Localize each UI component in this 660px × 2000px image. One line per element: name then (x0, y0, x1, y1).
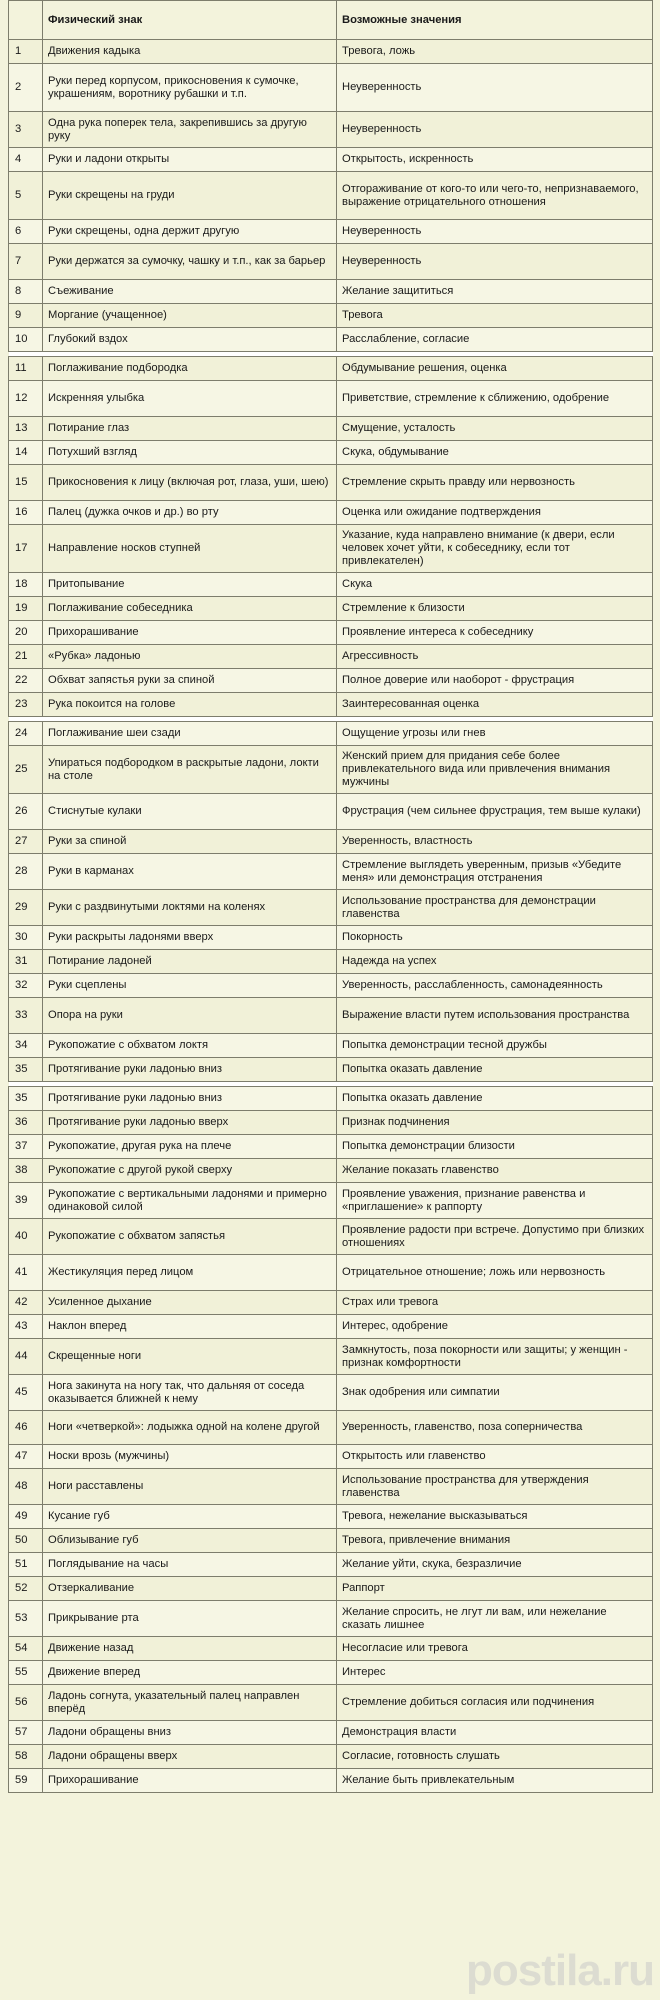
row-physical-sign: Руки скрещены, одна держит другую (43, 220, 337, 244)
row-meaning: Интерес, одобрение (337, 1315, 653, 1339)
row-number: 34 (9, 1034, 43, 1058)
table-row (9, 1219, 653, 1255)
table-row (9, 1469, 653, 1505)
row-physical-sign: Движение вперед (43, 1661, 337, 1685)
row-number: 8 (9, 280, 43, 304)
table-row (9, 280, 653, 304)
table-row (9, 1661, 653, 1685)
table-row (9, 722, 653, 746)
table-row (9, 148, 653, 172)
table-row (9, 794, 653, 830)
row-physical-sign: Протягивание руки ладонью вверх (43, 1111, 337, 1135)
row-physical-sign: Облизывание губ (43, 1529, 337, 1553)
row-number: 38 (9, 1159, 43, 1183)
row-number: 1 (9, 40, 43, 64)
table-row (9, 573, 653, 597)
row-physical-sign: Рукопожатие, другая рука на плече (43, 1135, 337, 1159)
row-physical-sign: Искренняя улыбка (43, 381, 337, 417)
table-row (9, 1411, 653, 1445)
row-number: 22 (9, 669, 43, 693)
row-meaning: Знак одобрения или симпатии (337, 1375, 653, 1411)
table-row (9, 525, 653, 573)
table-row (9, 974, 653, 998)
row-physical-sign: Направление носков ступней (43, 525, 337, 573)
row-number: 35 (9, 1058, 43, 1082)
table-row (9, 950, 653, 974)
row-meaning: Неуверенность (337, 112, 653, 148)
row-number: 14 (9, 441, 43, 465)
table-body (9, 40, 653, 1793)
row-physical-sign: Протягивание руки ладонью вниз (43, 1058, 337, 1082)
row-number: 50 (9, 1529, 43, 1553)
table-row (9, 1034, 653, 1058)
row-physical-sign: Поглаживание шеи сзади (43, 722, 337, 746)
table-row (9, 40, 653, 64)
table-row (9, 64, 653, 112)
row-meaning: Отгораживание от кого-то или чего-то, непризнаваемого, выражение отрицательного отношения (337, 172, 653, 220)
row-number: 24 (9, 722, 43, 746)
row-number: 41 (9, 1255, 43, 1291)
row-number: 20 (9, 621, 43, 645)
row-meaning: Открытость, искренность (337, 148, 653, 172)
row-physical-sign: Потирание ладоней (43, 950, 337, 974)
row-number: 48 (9, 1469, 43, 1505)
row-physical-sign: Прикосновения к лицу (включая рот, глаза, уши, шею) (43, 465, 337, 501)
row-number: 44 (9, 1339, 43, 1375)
row-number: 2 (9, 64, 43, 112)
row-number: 27 (9, 830, 43, 854)
row-physical-sign: Обхват запястья руки за спиной (43, 669, 337, 693)
body-language-table-sheet (8, 0, 652, 1793)
row-number: 11 (9, 357, 43, 381)
row-meaning: Надежда на успех (337, 950, 653, 974)
row-meaning: Женский прием для придания себе более привлекательного вида или привлечения внимания мужчины (337, 746, 653, 794)
row-meaning: Тревога, ложь (337, 40, 653, 64)
row-meaning: Демонстрация власти (337, 1721, 653, 1745)
row-physical-sign: Прикрывание рта (43, 1601, 337, 1637)
row-meaning: Страх или тревога (337, 1291, 653, 1315)
table-row (9, 1159, 653, 1183)
row-meaning: Фрустрация (чем сильнее фрустрация, тем выше кулаки) (337, 794, 653, 830)
row-meaning: Проявление уважения, признание равенства и «приглашение» к раппорту (337, 1183, 653, 1219)
row-meaning: Уверенность, расслабленность, самонадеянность (337, 974, 653, 998)
row-meaning: Указание, куда направлено внимание (к двери, если человек хочет уйти, к собеседнику, если тот привлекателен) (337, 525, 653, 573)
row-number: 9 (9, 304, 43, 328)
row-number: 6 (9, 220, 43, 244)
row-physical-sign: Ладонь согнута, указательный палец направлен вперёд (43, 1685, 337, 1721)
table-row (9, 746, 653, 794)
row-number: 10 (9, 328, 43, 352)
table-row (9, 1745, 653, 1769)
table-row (9, 1445, 653, 1469)
row-meaning: Выражение власти путем использования пространства (337, 998, 653, 1034)
row-number: 43 (9, 1315, 43, 1339)
table-row (9, 220, 653, 244)
row-meaning: Неуверенность (337, 220, 653, 244)
table-row (9, 1339, 653, 1375)
row-physical-sign: Прихорашивание (43, 1769, 337, 1793)
row-number: 4 (9, 148, 43, 172)
row-physical-sign: Поглядывание на часы (43, 1553, 337, 1577)
row-physical-sign: Ноги расставлены (43, 1469, 337, 1505)
row-meaning: Уверенность, главенство, поза соперничества (337, 1411, 653, 1445)
table-row (9, 1601, 653, 1637)
row-number: 55 (9, 1661, 43, 1685)
table-row (9, 645, 653, 669)
row-physical-sign: Притопывание (43, 573, 337, 597)
table-row (9, 1135, 653, 1159)
row-meaning: Смущение, усталость (337, 417, 653, 441)
table-row (9, 441, 653, 465)
row-meaning: Интерес (337, 1661, 653, 1685)
row-physical-sign: Потухший взгляд (43, 441, 337, 465)
table-row (9, 172, 653, 220)
row-physical-sign: Рукопожатие с вертикальными ладонями и примерно одинаковой силой (43, 1183, 337, 1219)
table-row (9, 112, 653, 148)
row-physical-sign: Поглаживание собеседника (43, 597, 337, 621)
row-number: 33 (9, 998, 43, 1034)
row-meaning: Признак подчинения (337, 1111, 653, 1135)
row-number: 25 (9, 746, 43, 794)
row-meaning: Стремление скрыть правду или нервозность (337, 465, 653, 501)
row-number: 29 (9, 890, 43, 926)
table-row (9, 1058, 653, 1082)
row-meaning: Скука (337, 573, 653, 597)
row-physical-sign: Ноги «четверкой»: лодыжка одной на колене другой (43, 1411, 337, 1445)
row-physical-sign: Протягивание руки ладонью вниз (43, 1087, 337, 1111)
table-row (9, 1375, 653, 1411)
row-meaning: Проявление интереса к собеседнику (337, 621, 653, 645)
table-row (9, 926, 653, 950)
row-number: 49 (9, 1505, 43, 1529)
row-meaning: Желание показать главенство (337, 1159, 653, 1183)
row-physical-sign: Усиленное дыхание (43, 1291, 337, 1315)
row-number: 47 (9, 1445, 43, 1469)
table-row (9, 854, 653, 890)
row-meaning: Желание уйти, скука, безразличие (337, 1553, 653, 1577)
row-number: 35 (9, 1087, 43, 1111)
row-physical-sign: Съеживание (43, 280, 337, 304)
table-row (9, 1529, 653, 1553)
row-meaning: Тревога, привлечение внимания (337, 1529, 653, 1553)
row-number: 30 (9, 926, 43, 950)
row-number: 23 (9, 693, 43, 717)
header-possible-meanings: Возможные значения (337, 1, 653, 40)
row-number: 28 (9, 854, 43, 890)
row-physical-sign: Моргание (учащенное) (43, 304, 337, 328)
row-number: 40 (9, 1219, 43, 1255)
row-physical-sign: Кусание губ (43, 1505, 337, 1529)
table-row (9, 417, 653, 441)
row-physical-sign: Одна рука поперек тела, закрепившись за другую руку (43, 112, 337, 148)
table-row (9, 890, 653, 926)
table-row (9, 621, 653, 645)
row-number: 39 (9, 1183, 43, 1219)
row-number: 19 (9, 597, 43, 621)
row-meaning: Использование пространства для утверждения главенства (337, 1469, 653, 1505)
table-row (9, 1255, 653, 1291)
row-number: 32 (9, 974, 43, 998)
row-number: 52 (9, 1577, 43, 1601)
row-physical-sign: Стиснутые кулаки (43, 794, 337, 830)
row-meaning: Скука, обдумывание (337, 441, 653, 465)
row-meaning: Стремление добиться согласия или подчинения (337, 1685, 653, 1721)
row-number: 54 (9, 1637, 43, 1661)
row-physical-sign: Руки в карманах (43, 854, 337, 890)
table-row (9, 1505, 653, 1529)
row-meaning: Раппорт (337, 1577, 653, 1601)
table-row (9, 1553, 653, 1577)
row-meaning: Тревога, нежелание высказываться (337, 1505, 653, 1529)
row-number: 58 (9, 1745, 43, 1769)
row-physical-sign: Нога закинута на ногу так, что дальняя от соседа оказывается ближней к нему (43, 1375, 337, 1411)
table-row (9, 1291, 653, 1315)
row-number: 15 (9, 465, 43, 501)
row-meaning: Отрицательное отношение; ложь или нервозность (337, 1255, 653, 1291)
row-physical-sign: Рукопожатие с обхватом локтя (43, 1034, 337, 1058)
row-meaning: Оценка или ожидание подтверждения (337, 501, 653, 525)
row-number: 12 (9, 381, 43, 417)
row-meaning: Замкнутость, поза покорности или защиты; у женщин - признак комфортности (337, 1339, 653, 1375)
row-physical-sign: Движение назад (43, 1637, 337, 1661)
row-number: 37 (9, 1135, 43, 1159)
row-meaning: Заинтересованная оценка (337, 693, 653, 717)
row-physical-sign: Руки скрещены на груди (43, 172, 337, 220)
row-number: 45 (9, 1375, 43, 1411)
row-physical-sign: Рука покоится на голове (43, 693, 337, 717)
row-physical-sign: Руки сцеплены (43, 974, 337, 998)
row-number: 59 (9, 1769, 43, 1793)
table-row (9, 1315, 653, 1339)
row-physical-sign: Руки за спиной (43, 830, 337, 854)
row-meaning: Использование пространства для демонстрации главенства (337, 890, 653, 926)
row-physical-sign: Руки перед корпусом, прикосновения к сумочке, украшениям, воротнику рубашки и т.п. (43, 64, 337, 112)
row-physical-sign: Поглаживание подбородка (43, 357, 337, 381)
row-physical-sign: Руки раскрыты ладонями вверх (43, 926, 337, 950)
table-row (9, 1183, 653, 1219)
row-number: 13 (9, 417, 43, 441)
row-number: 31 (9, 950, 43, 974)
row-number: 5 (9, 172, 43, 220)
table-row (9, 1577, 653, 1601)
table-header-row (9, 1, 653, 40)
row-physical-sign: Отзеркаливание (43, 1577, 337, 1601)
table-row (9, 501, 653, 525)
row-number: 18 (9, 573, 43, 597)
row-meaning: Открытость или главенство (337, 1445, 653, 1469)
row-number: 16 (9, 501, 43, 525)
row-meaning: Желание защититься (337, 280, 653, 304)
table-row (9, 328, 653, 352)
row-physical-sign: Руки и ладони открыты (43, 148, 337, 172)
row-physical-sign: Прихорашивание (43, 621, 337, 645)
row-meaning: Уверенность, властность (337, 830, 653, 854)
row-meaning: Агрессивность (337, 645, 653, 669)
table-row (9, 381, 653, 417)
table-row (9, 1685, 653, 1721)
row-number: 3 (9, 112, 43, 148)
row-meaning: Покорность (337, 926, 653, 950)
table-row (9, 998, 653, 1034)
row-number: 53 (9, 1601, 43, 1637)
table-row (9, 669, 653, 693)
row-meaning: Обдумывание решения, оценка (337, 357, 653, 381)
row-number: 17 (9, 525, 43, 573)
row-physical-sign: Руки держатся за сумочку, чашку и т.п., как за барьер (43, 244, 337, 280)
row-meaning: Несогласие или тревога (337, 1637, 653, 1661)
row-meaning: Попытка оказать давление (337, 1087, 653, 1111)
row-physical-sign: Глубокий вздох (43, 328, 337, 352)
row-physical-sign: Скрещенные ноги (43, 1339, 337, 1375)
row-number: 57 (9, 1721, 43, 1745)
table-row (9, 1721, 653, 1745)
row-meaning: Попытка демонстрации близости (337, 1135, 653, 1159)
row-physical-sign: Ладони обращены вверх (43, 1745, 337, 1769)
row-physical-sign: Жестикуляция перед лицом (43, 1255, 337, 1291)
row-physical-sign: Носки врозь (мужчины) (43, 1445, 337, 1469)
row-number: 7 (9, 244, 43, 280)
table-row (9, 1111, 653, 1135)
row-physical-sign: «Рубка» ладонью (43, 645, 337, 669)
table-row (9, 465, 653, 501)
row-physical-sign: Потирание глаз (43, 417, 337, 441)
watermark-logo: postila.ru (465, 1946, 654, 1995)
row-number: 42 (9, 1291, 43, 1315)
row-meaning: Стремление к близости (337, 597, 653, 621)
table-row (9, 244, 653, 280)
row-physical-sign: Движения кадыка (43, 40, 337, 64)
table-row (9, 1769, 653, 1793)
row-meaning: Расслабление, согласие (337, 328, 653, 352)
table-row (9, 357, 653, 381)
row-meaning: Попытка демонстрации тесной дружбы (337, 1034, 653, 1058)
table-row (9, 597, 653, 621)
table-row (9, 693, 653, 717)
row-physical-sign: Палец (дужка очков и др.) во рту (43, 501, 337, 525)
row-meaning: Согласие, готовность слушать (337, 1745, 653, 1769)
header-physical-sign: Физический знак (43, 1, 337, 40)
row-meaning: Желание спросить, не лгут ли вам, или нежелание сказать лишнее (337, 1601, 653, 1637)
row-number: 51 (9, 1553, 43, 1577)
row-meaning: Неуверенность (337, 64, 653, 112)
row-physical-sign: Упираться подбородком в раскрытые ладони, локти на столе (43, 746, 337, 794)
row-meaning: Неуверенность (337, 244, 653, 280)
row-physical-sign: Руки с раздвинутыми локтями на коленях (43, 890, 337, 926)
row-number: 46 (9, 1411, 43, 1445)
row-meaning: Попытка оказать давление (337, 1058, 653, 1082)
table-row (9, 1637, 653, 1661)
row-number: 21 (9, 645, 43, 669)
row-physical-sign: Рукопожатие с обхватом запястья (43, 1219, 337, 1255)
row-meaning: Проявление радости при встрече. Допустимо при близких отношениях (337, 1219, 653, 1255)
row-number: 26 (9, 794, 43, 830)
row-physical-sign: Опора на руки (43, 998, 337, 1034)
row-meaning: Ощущение угрозы или гнев (337, 722, 653, 746)
body-language-table (8, 0, 653, 1793)
row-number: 36 (9, 1111, 43, 1135)
row-physical-sign: Наклон вперед (43, 1315, 337, 1339)
row-physical-sign: Рукопожатие с другой рукой сверху (43, 1159, 337, 1183)
row-number: 56 (9, 1685, 43, 1721)
header-number (9, 1, 43, 40)
row-physical-sign: Ладони обращены вниз (43, 1721, 337, 1745)
row-meaning: Стремление выглядеть уверенным, призыв «Убедите меня» или демонстрация отстранения (337, 854, 653, 890)
row-meaning: Тревога (337, 304, 653, 328)
table-row (9, 304, 653, 328)
table-row (9, 1087, 653, 1111)
table-row (9, 830, 653, 854)
row-meaning: Приветствие, стремление к сближению, одобрение (337, 381, 653, 417)
row-meaning: Полное доверие или наоборот - фрустрация (337, 669, 653, 693)
row-meaning: Желание быть привлекательным (337, 1769, 653, 1793)
